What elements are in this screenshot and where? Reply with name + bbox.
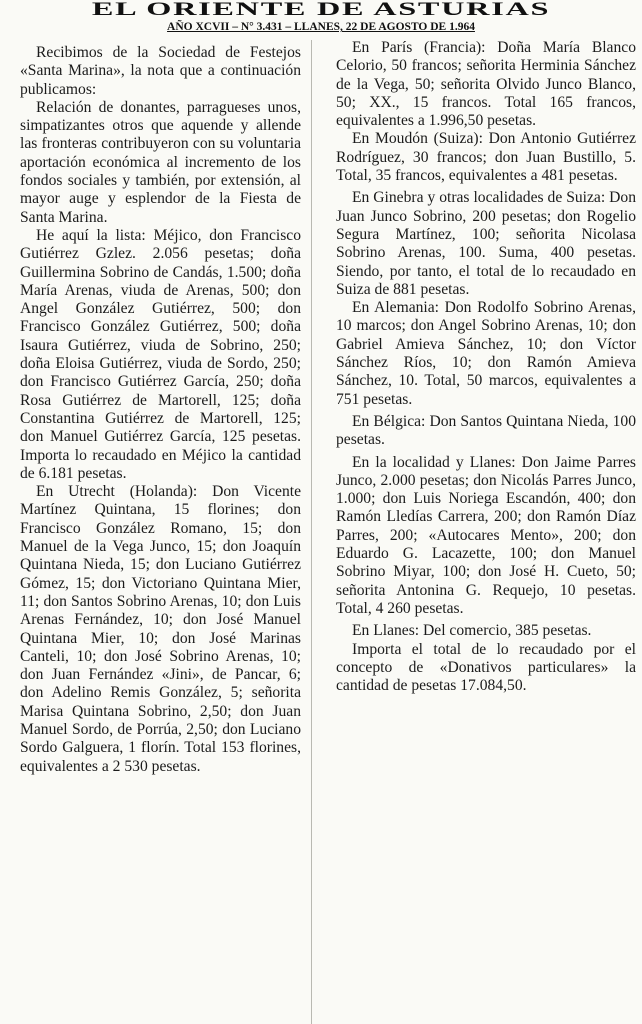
issue-line: AÑO XCVII – N° 3.431 – LLANES, 22 DE AGOSTO DE 1.964 xyxy=(167,21,475,33)
column-divider xyxy=(311,40,312,1024)
article-paragraph: Recibimos de la Sociedad de Festejos «Santa Marina», la nota que a continuación publicamos: xyxy=(20,44,301,98)
left-column xyxy=(20,44,301,776)
article-paragraph: En Bélgica: Don Santos Quintana Nieda, 100 pesetas. xyxy=(336,412,636,449)
article-paragraph: En Llanes: Del comercio, 385 pesetas. xyxy=(352,622,592,640)
article-paragraph: Importa el total de lo recaudado por el concepto de «Donativos particulares» la cantidad de pesetas 17.084,50. xyxy=(336,640,636,695)
article-paragraph: En Moudón (Suiza): Don Antonio Gutiérrez Rodríguez, 30 francos; don Juan Bustillo, 5. Total, 35 francos, equivalentes a 481 pesetas. xyxy=(336,130,636,185)
article-paragraph: En Alemania: Don Rodolfo Sobrino Arenas, 10 marcos; don Angel Sobrino Arenas, 10; don Gabriel Amieva Sánchez, 10; don Víctor Sánchez Ríos, 10; don Ramón Amieva Sánchez, 10. Total, 50 marcos, equivalentes a 751 pesetas. xyxy=(336,299,636,408)
article-paragraph: He aquí la lista: Méjico, don Francisco Gutiérrez Gzlez. 2.056 pesetas; doña Guillermina Sobrino de Candás, 1.500; doña María Arenas, viuda de Arenas, 500; don Angel González Gutiérrez, 500; don Francisco González Gutiérrez, 500; doña Isaura Gutiérrez, viuda de Sobrino, 250; doña Eloisa Gutiérrez, viuda de Sordo, 250; don Francisco Gutiérrez García, 250; doña Rosa Gutiérrez de Martorell, 125; doña Constantina Gutiérrez de Martorell, 125; don Manuel Gutiérrez García, 125 pesetas. Importa lo recaudado en Méjico la cantidad de 6.181 pesetas. xyxy=(20,226,301,482)
article-paragraph: En la localidad y Llanes: Don Jaime Parres Junco, 2.000 pesetas; don Nicolás Parres Junco, 1.000; don Luis Noriega Escandón, 400; don Ramón Lledías Carrera, 200; don Ramón Díaz Parres, 200; «Autocares Mento», 200; don Eduardo G. Lacazette, 100; don Manuel Sobrino Miyar, 100; don José H. Cueto, 50; señorita Antonina G. Requejo, 10 pesetas. Total, 4 260 pesetas. xyxy=(336,453,636,617)
page-header xyxy=(0,0,642,36)
newspaper-masthead: EL ORIENTE DE ASTURIAS xyxy=(91,0,551,20)
article-paragraph: En París (Francia): Doña María Blanco Celorio, 50 francos; señorita Herminia Sánchez de la Vega, 50; señorita Olvido Junco Blanco, 50; XX., 15 francos. Total 165 francos, equivalentes a 1.996,50 pesetas. xyxy=(336,39,636,130)
article-paragraph: Relación de donantes, parragueses unos, simpatizantes otros que aquende y allende las fronteras contribuyeron con su voluntaria aportación económica al incremento de los fondos sociales y también, por extensión, al mayor auge y esplendor de la Fiesta de Santa Marina. xyxy=(20,98,301,226)
right-column xyxy=(336,39,636,695)
article-paragraph: En Utrecht (Holanda): Don Vicente Martínez Quintana, 15 florines; don Francisco González Romano, 15; don Manuel de la Vega Junco, 15; don Joaquín Quintana Nieda, 15; don Luciano Gutiérrez Gómez, 15; don Victoriano Quintana Mier, 11; don Santos Sobrino Arenas, 10; don Luis Arenas Fernández, 10; don José Manuel Quintana Mier, 10; don José Marinas Canteli, 10; don José Sobrino Arenas, 10; don Juan Fernández «Jini», de Pancar, 6; don Adelino Remis González, 5; señorita Marisa Quintana Sobrino, 2,50; don Juan Manuel Sordo, de Porrúa, 2,50; don Luciano Sordo Galguera, 1 florín. Total 153 florines, equivalentes a 2 530 pesetas. xyxy=(20,483,301,775)
article-paragraph: En Ginebra y otras localidades de Suiza: Don Juan Junco Sobrino, 200 pesetas; don Rogelio Segura Martínez, 100; señorita Nicolasa Sobrino Arenas, 100. Suma, 400 pesetas. Siendo, por tanto, el total de lo recaudado en Suiza de 881 pesetas. xyxy=(336,189,636,298)
